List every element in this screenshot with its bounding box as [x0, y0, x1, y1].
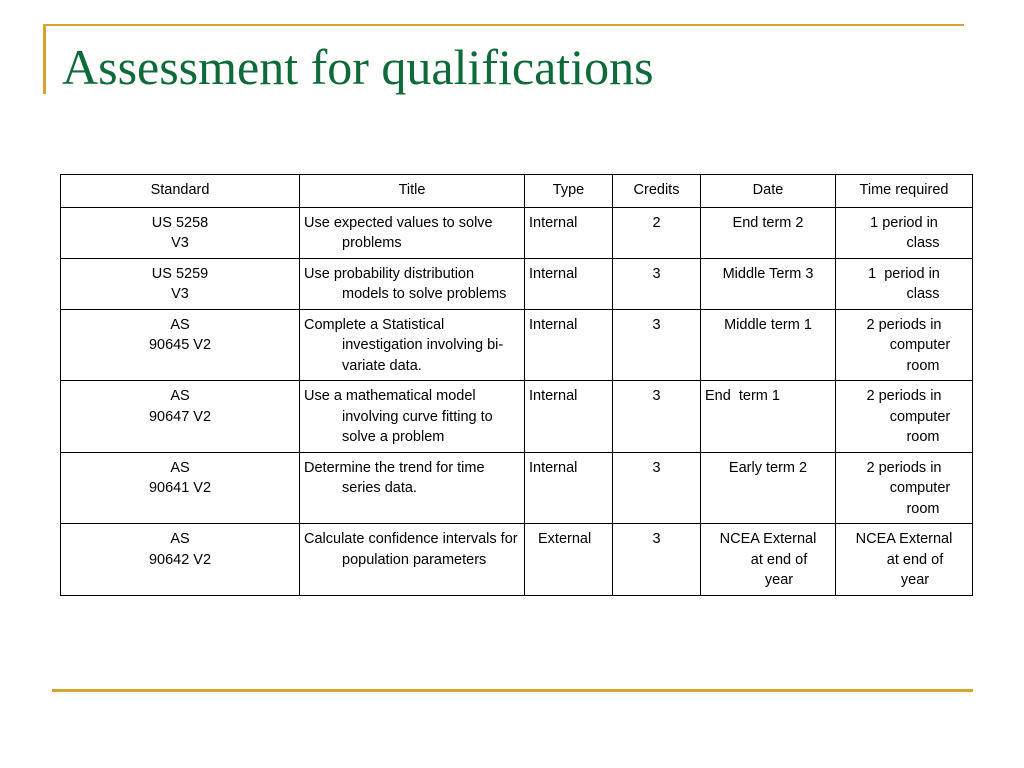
standard-title: Calculate confidence intervals for population parameters — [304, 531, 518, 568]
time-line: room — [906, 429, 940, 445]
left-accent-line — [43, 24, 46, 94]
time-line: 1 period in — [870, 214, 938, 231]
cell-type: Internal — [525, 381, 613, 453]
time-line: year — [900, 572, 930, 588]
time-line: computer — [889, 480, 951, 496]
cell-date: Early term 2 — [701, 452, 836, 524]
time-line: 1 period in — [868, 265, 940, 282]
standard-version: 90641 V2 — [148, 480, 212, 496]
header-standard: Standard — [61, 175, 300, 208]
standard-code: AS — [170, 531, 190, 547]
standard-title: Use probability distribution models to solve problems — [304, 265, 507, 302]
time-line: NCEA External — [855, 531, 953, 547]
time-line: room — [906, 500, 940, 517]
top-accent-line — [43, 24, 964, 26]
time-line: 2 periods in — [866, 388, 942, 404]
standard-code: AS — [170, 316, 190, 333]
header-type: Type — [525, 175, 613, 208]
slide-title: Assessment for qualifications — [62, 39, 654, 95]
cell-type: External — [525, 524, 613, 596]
standard-version: V3 — [171, 286, 189, 302]
header-time-required: Time required — [836, 175, 973, 208]
cell-time-required — [836, 207, 973, 258]
cell-credits: 3 — [613, 309, 701, 381]
cell-time-required — [836, 258, 973, 309]
standard-code: AS — [170, 459, 190, 476]
table-row — [61, 309, 973, 381]
table-row — [61, 207, 973, 258]
table-row — [61, 452, 973, 524]
standard-title: Use expected values to solve problems — [304, 214, 493, 251]
cell-time-required — [836, 309, 973, 381]
time-line: computer — [889, 408, 951, 425]
date-line: at end of — [750, 551, 808, 568]
cell-title — [300, 258, 525, 309]
cell-time-required — [836, 381, 973, 453]
cell-standard — [61, 452, 300, 524]
time-line: computer — [889, 337, 951, 353]
time-line: class — [906, 286, 940, 302]
table-header-row — [61, 175, 973, 208]
cell-title — [300, 452, 525, 524]
cell-standard — [61, 309, 300, 381]
standard-version: V3 — [171, 235, 189, 251]
cell-date: Middle term 1 — [701, 309, 836, 381]
standard-version: 90647 V2 — [148, 408, 212, 425]
cell-standard — [61, 381, 300, 453]
standard-title: Determine the trend for time series data. — [304, 459, 485, 496]
cell-type: Internal — [525, 452, 613, 524]
header-date: Date — [701, 175, 836, 208]
table-row — [61, 258, 973, 309]
cell-date: End term 2 — [701, 207, 836, 258]
cell-type: Internal — [525, 207, 613, 258]
cell-standard — [61, 258, 300, 309]
standard-version: 90642 V2 — [148, 551, 212, 568]
bottom-accent-line — [52, 689, 973, 692]
date-line: NCEA External — [719, 531, 817, 547]
standard-code: AS — [170, 388, 190, 404]
date-line: year — [764, 572, 794, 588]
standard-title: Complete a Statistical investigation involving bi-variate data. — [304, 316, 504, 374]
cell-credits: 3 — [613, 524, 701, 596]
cell-credits: 3 — [613, 258, 701, 309]
time-line: room — [906, 357, 940, 374]
time-line: at end of — [886, 551, 944, 568]
cell-title — [300, 524, 525, 596]
cell-time-required — [836, 452, 973, 524]
cell-title — [300, 381, 525, 453]
standard-version: 90645 V2 — [148, 337, 212, 353]
time-line: 2 periods in — [866, 316, 942, 333]
cell-title — [300, 207, 525, 258]
cell-time-required — [836, 524, 973, 596]
assessment-table — [60, 174, 973, 596]
cell-standard — [61, 524, 300, 596]
cell-type: Internal — [525, 258, 613, 309]
cell-date — [701, 524, 836, 596]
standard-code: US 5258 — [151, 214, 209, 231]
table-row — [61, 381, 973, 453]
time-line: class — [906, 235, 940, 251]
cell-type: Internal — [525, 309, 613, 381]
cell-date: End term 1 — [701, 381, 836, 453]
time-line: 2 periods in — [866, 459, 942, 476]
cell-title — [300, 309, 525, 381]
header-title: Title — [300, 175, 525, 208]
cell-credits: 2 — [613, 207, 701, 258]
cell-standard — [61, 207, 300, 258]
cell-date: Middle Term 3 — [701, 258, 836, 309]
cell-credits: 3 — [613, 452, 701, 524]
header-credits: Credits — [613, 175, 701, 208]
cell-credits: 3 — [613, 381, 701, 453]
standard-code: US 5259 — [151, 265, 209, 282]
standard-title: Use a mathematical model involving curve fitting to solve a problem — [304, 388, 493, 445]
table-row — [61, 524, 973, 596]
